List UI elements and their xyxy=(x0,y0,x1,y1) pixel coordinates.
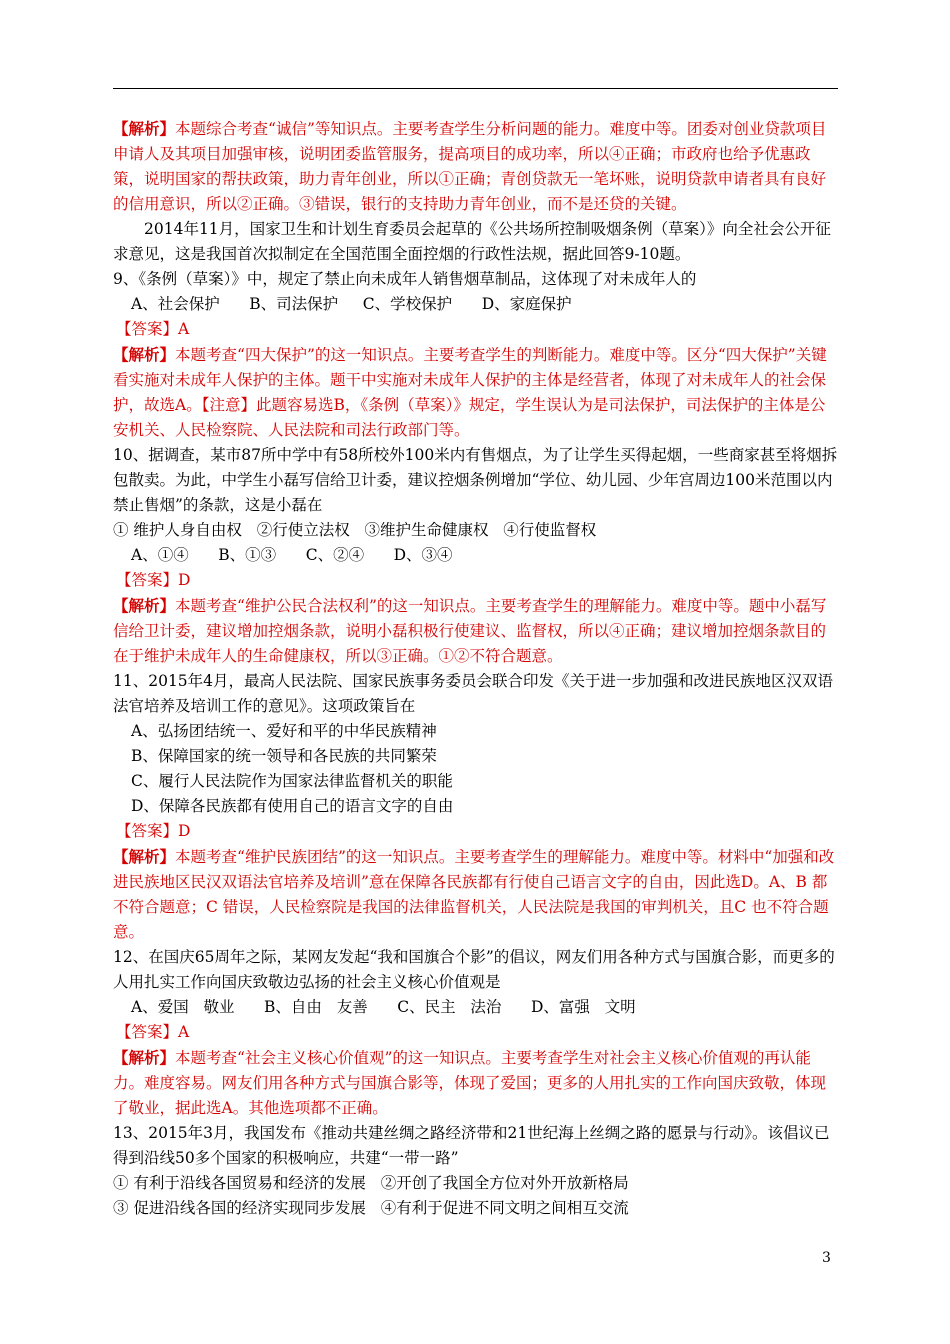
option-q11-c: C、履行人民法院作为国家法律监督机关的职能 xyxy=(131,772,453,790)
question-9: 9、《条例（草案）》中，规定了禁止向未成年人销售烟草制品，这体现了对未成年人的 xyxy=(113,270,697,288)
analysis-q12: 【解析】本题考查“社会主义核心价值观”的这一知识点。主要考查学生对社会主义核心价值观的再认能力。难度容易。网友们用各种方式与国旗合影等，体现了爱国；更多的人用扎实的工作向国庆致敬，体现了敬业，据此选A。其他选项都不正确。 xyxy=(113,1048,827,1117)
options-q9: A、社会保护 B、司法保护 C、学校保护 D、家庭保护 xyxy=(131,295,572,313)
options-q12: A、爱国 敬业 B、自由 友善 C、民主 法治 D、富强 文明 xyxy=(131,998,636,1016)
material-paragraph: 2014年11月，国家卫生和计划生育委员会起草的《公共场所控制吸烟条例（草案）》向全社会公开征求意见，这是我国首次拟制定在全国范围全面控烟的行政性法规，据此回答9-10题。 xyxy=(113,220,831,263)
document-body xyxy=(113,116,838,1221)
question-13: 13、2015年3月，我国发布《推动共建丝绸之路经济带和21世纪海上丝绸之路的愿景与行动》。该倡议已得到沿线50多个国家的积极响应，共建“一带一路” xyxy=(113,1124,830,1167)
answer-q12: 【答案】A xyxy=(116,1023,190,1041)
statements-q10: ① 维护人身自由权 ②行使立法权 ③维护生命健康权 ④行使监督权 xyxy=(113,521,597,539)
page-number: 3 xyxy=(822,1250,831,1266)
question-11: 11、2015年4月，最高人民法院、国家民族事务委员会联合印发《关于进一步加强和改进民族地区汉双语法官培养及培训工作的意见》。这项政策旨在 xyxy=(113,672,834,715)
analysis-q10: 【解析】本题考查“维护公民合法权利”的这一知识点。主要考查学生的理解能力。难度中等。题中小磊写信给卫计委，建议增加控烟条款，说明小磊积极行使建议、监督权，所以④正确；建议增加控烟条款目的在于维护未成年人的生命健康权，所以③正确。①②不符合题意。 xyxy=(113,596,827,665)
analysis-q11: 【解析】本题考查“维护民族团结”的这一知识点。主要考查学生的理解能力。难度中等。材料中“加强和改进民族地区民汉双语法官培养及培训”意在保障各民族都有行使自己语言文字的自由，因此选D。A、B 都不符合题意；C 错误，人民检察院是我国的法律监督机关，人民法院是我国的审判机关，且C 也不符合题意。 xyxy=(113,847,835,941)
option-q11-a: A、弘扬团结统一、爱好和平的中华民族精神 xyxy=(131,722,437,740)
options-q10: A、①④ B、①③ C、②④ D、③④ xyxy=(131,546,453,564)
header-rule xyxy=(113,88,838,89)
option-q11-d: D、保障各民族都有使用自己的语言文字的自由 xyxy=(131,797,454,815)
analysis-block: 【解析】本题综合考查“诚信”等知识点。主要考查学生分析问题的能力。难度中等。团委对创业贷款项目申请人及其项目加强审核，说明团委监管服务，提高项目的成功率，所以④正确；市政府也给予优惠政策，说明国家的帮扶政策，助力青年创业，所以①正确；青创贷款无一笔坏账，说明贷款申请者具有良好的信用意识，所以②正确。③错误，银行的支持助力青年创业，而不是还贷的关键。 xyxy=(113,119,827,213)
answer-q9: 【答案】A xyxy=(116,320,190,338)
statements-q13-line2: ③ 促进沿线各国的经济实现同步发展 ④有利于促进不同文明之间相互交流 xyxy=(113,1199,629,1217)
option-q11-b: B、保障国家的统一领导和各民族的共同繁荣 xyxy=(131,747,437,765)
question-12: 12、在国庆65周年之际，某网友发起“我和国旗合个影”的倡议，网友们用各种方式与国旗合影，而更多的人用扎实工作向国庆致敬边弘扬的社会主义核心价值观是 xyxy=(113,948,835,991)
question-10: 10、据调查，某市87所中学中有58所校外100米内有售烟点，为了让学生买得起烟，一些商家甚至将烟拆包散卖。为此，中学生小磊写信给卫计委，建议控烟条例增加“学位、幼儿园、少年宫周边100米范围以内禁止售烟”的条款，这是小磊在 xyxy=(113,446,838,514)
answer-q10: 【答案】D xyxy=(116,571,191,589)
analysis-q9: 【解析】本题考查“四大保护”的这一知识点。主要考查学生的判断能力。难度中等。区分“四大保护”关键看实施对未成年人保护的主体。题干中实施对未成年人保护的主体是经营者，体现了对未成年人的社会保护，故选A。【注意】此题容易选B，《条例（草案）》规定，学生误认为是司法保护，司法保护的主体是公安机关、人民检察院、人民法院和司法行政部门等。 xyxy=(113,345,827,439)
answer-q11: 【答案】D xyxy=(116,822,191,840)
statements-q13-line1: ① 有利于沿线各国贸易和经济的发展 ②开创了我国全方位对外开放新格局 xyxy=(113,1174,629,1192)
